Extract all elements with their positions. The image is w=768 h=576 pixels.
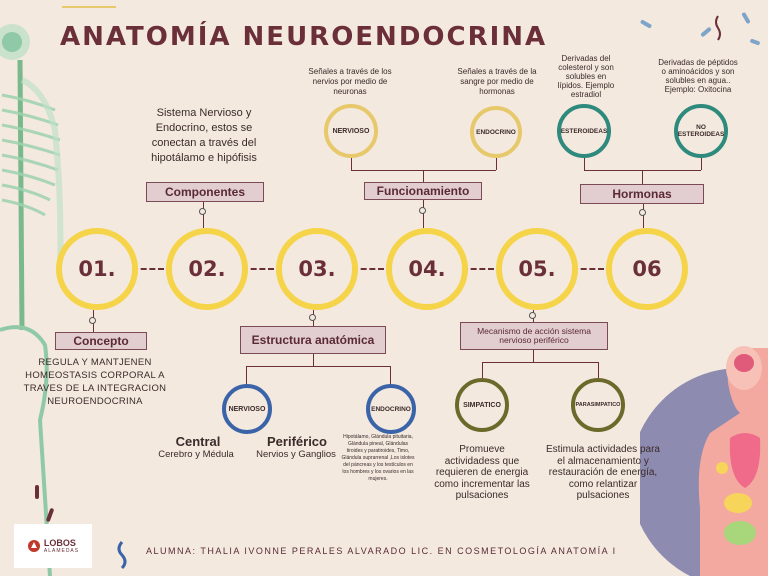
step-circle-04: 04.: [386, 228, 468, 310]
estructura-endocrino-circle: ENDOCRINO: [366, 384, 416, 434]
central-subtext: Cerebro y Médula: [158, 449, 234, 460]
connector-dot: [639, 209, 646, 216]
funcionamiento-label: Funcionamiento: [364, 182, 482, 200]
periferico-heading: Periférico: [267, 434, 327, 449]
page-title: ANATOMÍA NEUROENDOCRINA: [60, 22, 548, 52]
mecanismo-label: Mecanismo de acción sistema nervioso periférico: [460, 322, 608, 350]
connector-line: [496, 158, 497, 170]
esteroideas-text: Derivadas del colesterol y son solubles en lípidos. Ejemplo estradiol: [557, 54, 615, 99]
connector-line: [701, 158, 702, 170]
connector-line: [313, 354, 314, 366]
connector-line: [642, 170, 643, 184]
connector-line: [598, 362, 599, 378]
hormonas-label: Hormonas: [580, 184, 704, 204]
endocrino-detail-text: Hipotálamo, Glándula pituitaria, Glándula pineal, Glándulas tiroides y paratiroides, Timo, Glándula suprarrenal ,Los islotes del páncreas y los testículos en los hombres y los ovarios en las mujeres.: [341, 434, 415, 482]
connector-dot: [309, 314, 316, 321]
step-circle-02: 02.: [166, 228, 248, 310]
connector-line: [390, 366, 391, 384]
step-circle-03: 03.: [276, 228, 358, 310]
central-heading: Central: [175, 434, 221, 449]
connector-line: [643, 204, 644, 228]
func-nervioso-circle: NERVIOSO: [324, 104, 378, 158]
connector-line: [423, 200, 424, 228]
step-circle-01: 01.: [56, 228, 138, 310]
func-endocrino-text: Señales a través de la sangre por medio de hormonas: [457, 67, 537, 96]
confetti-left: [30, 480, 60, 530]
no-esteroideas-circle: NO ESTEROIDEAS: [674, 104, 728, 158]
connector-line: [351, 158, 352, 170]
concepto-label: Concepto: [55, 332, 147, 350]
branch-line: [246, 366, 390, 367]
estructura-label: Estructura anatómica: [240, 326, 386, 354]
connector-line: [423, 170, 424, 182]
logo-sub: ALAMEDAS: [43, 547, 80, 554]
connector-dot: [89, 317, 96, 324]
estructura-nervioso-circle: NERVIOSO: [222, 384, 272, 434]
componentes-label: Componentes: [146, 182, 264, 202]
simpatico-text: Promueve actividadess que requieren de energia como incrementar las pulsaciones: [434, 444, 530, 501]
connector-line: [246, 366, 247, 384]
step-circle-05: 05.: [496, 228, 578, 310]
connector-line: [203, 202, 204, 228]
squiggle-decoration: [112, 540, 132, 570]
simpatico-circle: SIMPATICO: [455, 378, 509, 432]
periferico-subtext: Nervios y Ganglios: [256, 449, 336, 460]
confetti-decoration: [600, 10, 768, 60]
title-accent-line: [62, 6, 116, 8]
componentes-text: Sistema Nervioso y Endocrino, estos se conectan a través del hipotálamo e hipófisis: [151, 107, 257, 164]
no-esteroideas-text: Derivadas de péptidos o aminoácidos y son solubles en agua.. Ejemplo: Oxitocina: [658, 58, 738, 94]
connector-dot: [199, 208, 206, 215]
connector-line: [584, 158, 585, 170]
func-endocrino-circle: ENDOCRINO: [470, 106, 522, 158]
connector-line: [533, 350, 534, 362]
connector-dot: [529, 312, 536, 319]
footer-credit: ALUMNA: THALIA IVONNE PERALES ALVARADO LIC. EN COSMETOLOGÍA ANATOMÍA I: [146, 546, 617, 556]
lobos-logo-icon: [27, 539, 41, 553]
logo-name: LOBOS: [43, 537, 76, 548]
connector-dot: [419, 207, 426, 214]
lobos-logo: [14, 524, 92, 568]
parasimpatico-text: Estimula actividades para el almacenamiento y restauración de energía, como relantizar pulsaciones: [546, 444, 660, 501]
func-nervioso-text: Señales a través de los nervios por medio de neuronas: [308, 67, 392, 96]
concepto-text: REGULA Y MANTJENEN HOMEOSTASIS CORPORAL A TRAVES DE LA INTEGRACION NEUROENDOCRINA: [23, 357, 167, 407]
esteroideas-circle: ESTEROIDEAS: [557, 104, 611, 158]
parasimpatico-circle: PARASIMPATICO: [571, 378, 625, 432]
connector-line: [482, 362, 483, 378]
branch-line: [482, 362, 598, 363]
step-circle-06: 06: [606, 228, 688, 310]
